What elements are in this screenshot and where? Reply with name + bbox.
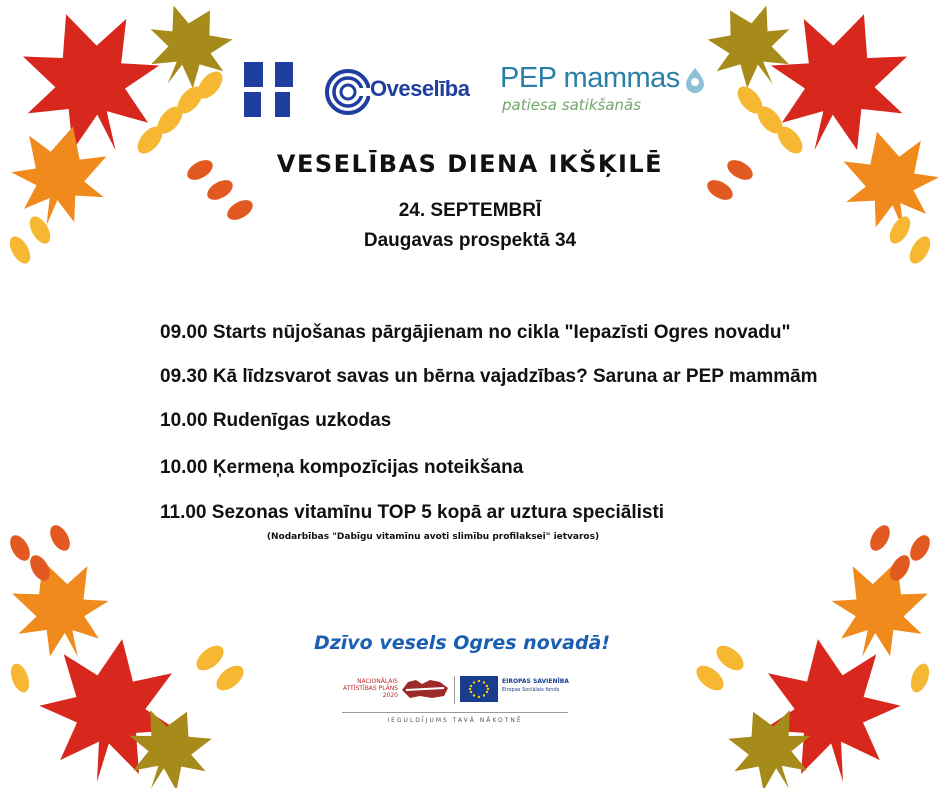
- oveseliba-name: Oveselība: [370, 76, 470, 101]
- slogan: Dzīvo vesels Ogres novadā!: [313, 632, 611, 654]
- partner-logos: [242, 60, 712, 124]
- ogre-letter-r: R: [244, 92, 261, 117]
- oveseliba-swirl-icon: [324, 66, 370, 118]
- eu-flag-icon: [460, 676, 498, 702]
- event-address: Daugavas prospektā 34: [363, 230, 577, 251]
- funding-divider: [454, 676, 455, 704]
- pep-mammas-logo: [500, 62, 710, 122]
- schedule-note: (Nodarbības "Dabīgu vitamīnu avoti slimību profilaksei" ietvaros): [266, 532, 600, 542]
- oveseliba-logo: [324, 66, 484, 118]
- schedule-item: 09.30 Kā līdzsvarot savas un bērna vajadzības? Saruna ar PEP mammām: [160, 366, 818, 387]
- ogre-letter-e: E: [275, 92, 291, 117]
- event-date: 24. SEPTEMBRĪ: [398, 200, 542, 221]
- ogre-letter-g: G: [275, 62, 294, 87]
- event-title: VESELĪBAS DIENA IKŠĶILĒ: [276, 150, 664, 178]
- ogre-logo: [242, 62, 302, 122]
- schedule-item: 10.00 Ķermeņa kompozīcijas noteikšana: [160, 457, 524, 478]
- pep-mammas-tagline: patiesa satikšanās: [502, 96, 642, 114]
- esf-name: Eiropas Sociālais fonds: [502, 687, 560, 693]
- eu-name: EIROPAS SAVIENĪBA: [502, 678, 569, 685]
- nap-text: NACIONĀLAIS ATTĪSTĪBAS PLĀNS 2020: [342, 678, 398, 699]
- nap-latvia-map-icon: [400, 676, 450, 700]
- funding-slogan: IEGULDĪJUMS TAVĀ NĀKOTNĒ: [387, 717, 523, 724]
- ogre-letter-o: O: [244, 62, 263, 87]
- schedule-item: 10.00 Rudenīgas uzkodas: [160, 410, 392, 431]
- pep-mammas-name: PEP mammas: [500, 62, 680, 94]
- funding-line: [342, 712, 568, 713]
- schedule-item: 11.00 Sezonas vitamīnu TOP 5 kopā ar uztura speciālisti: [160, 502, 665, 523]
- schedule-item: 09.00 Starts nūjošanas pārgājienam no cikla "Iepazīsti Ogres novadu": [160, 322, 791, 343]
- funding-logos: [342, 672, 572, 730]
- pep-drop-icon: [684, 66, 706, 94]
